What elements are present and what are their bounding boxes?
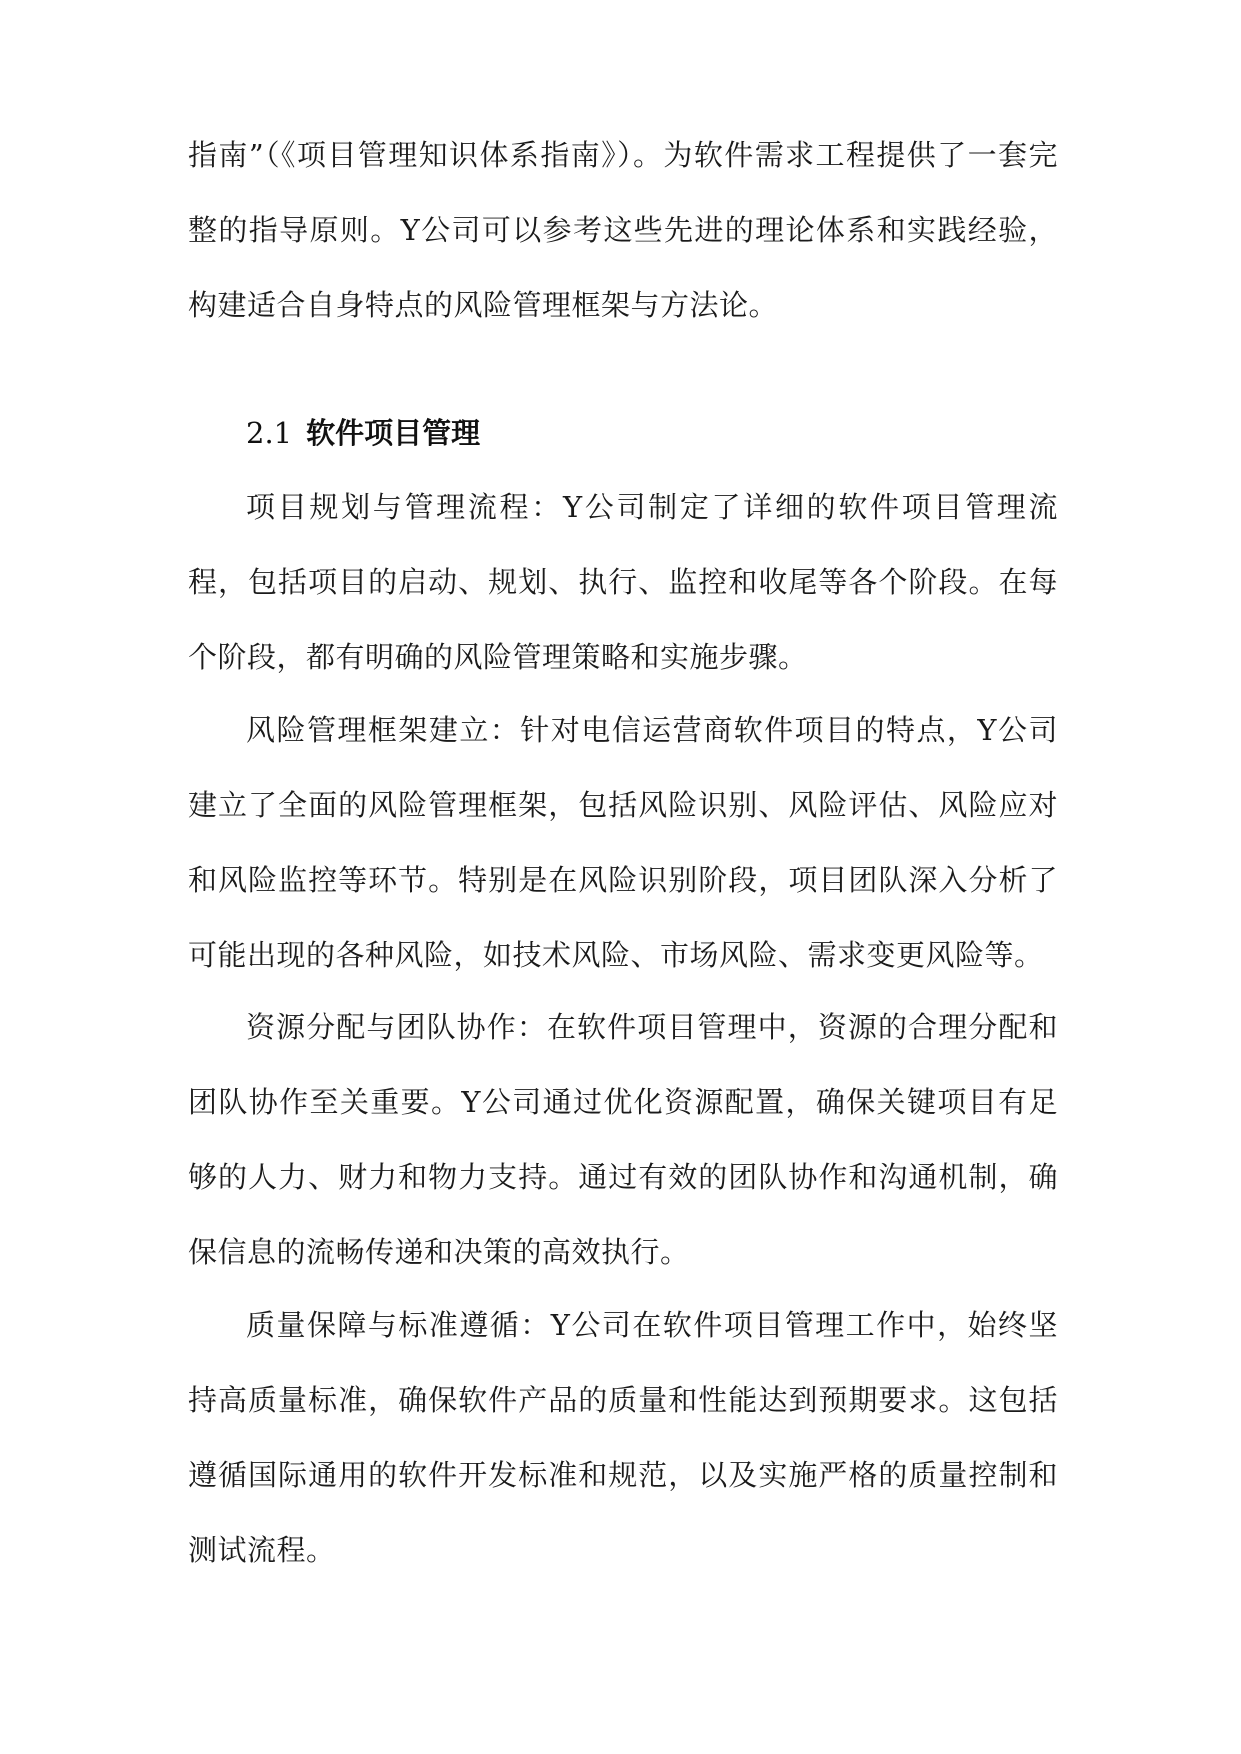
body-paragraph-text: 项目规划与管理流程：Y公司制定了详细的软件项目管理流程，包括项目的启动、规划、执行、监控和收尾等各个阶段。在每个阶段，都有明确的风险管理策略和实施步骤。 (188, 490, 1058, 674)
intro-paragraph (188, 118, 1058, 343)
body-paragraph-text: 风险管理框架建立：针对电信运营商软件项目的特点，Y公司建立了全面的风险管理框架，包括风险识别、风险评估、风险应对和风险监控等环节。特别是在风险识别阶段，项目团队深入分析了可能出现的各种风险，如技术风险、市场风险、需求变更风险等。 (188, 713, 1058, 972)
section-number: 2.1 (246, 416, 293, 450)
body-paragraph-text: 资源分配与团队协作：在软件项目管理中，资源的合理分配和团队协作至关重要。Y公司通过优化资源配置，确保关键项目有足够的人力、财力和物力支持。通过有效的团队协作和沟通机制，确保信息的流畅传递和决策的高效执行。 (188, 1010, 1058, 1269)
section-title: 软件项目管理 (306, 416, 481, 450)
intro-paragraph-text: 指南”（《项目管理知识体系指南》）。为软件需求工程提供了一套完整的指导原则。Y公司可以参考这些先进的理论体系和实践经验，构建适合自身特点的风险管理框架与方法论。 (188, 138, 1058, 322)
body-paragraph-3 (188, 990, 1058, 1290)
body-paragraph-2 (188, 693, 1058, 993)
section-heading (246, 403, 480, 463)
body-paragraph-4 (188, 1288, 1058, 1588)
body-paragraph-text: 质量保障与标准遵循：Y公司在软件项目管理工作中，始终坚持高质量标准，确保软件产品的质量和性能达到预期要求。这包括遵循国际通用的软件开发标准和规范，以及实施严格的质量控制和测试流程。 (188, 1308, 1058, 1567)
body-paragraph-1 (188, 470, 1058, 695)
